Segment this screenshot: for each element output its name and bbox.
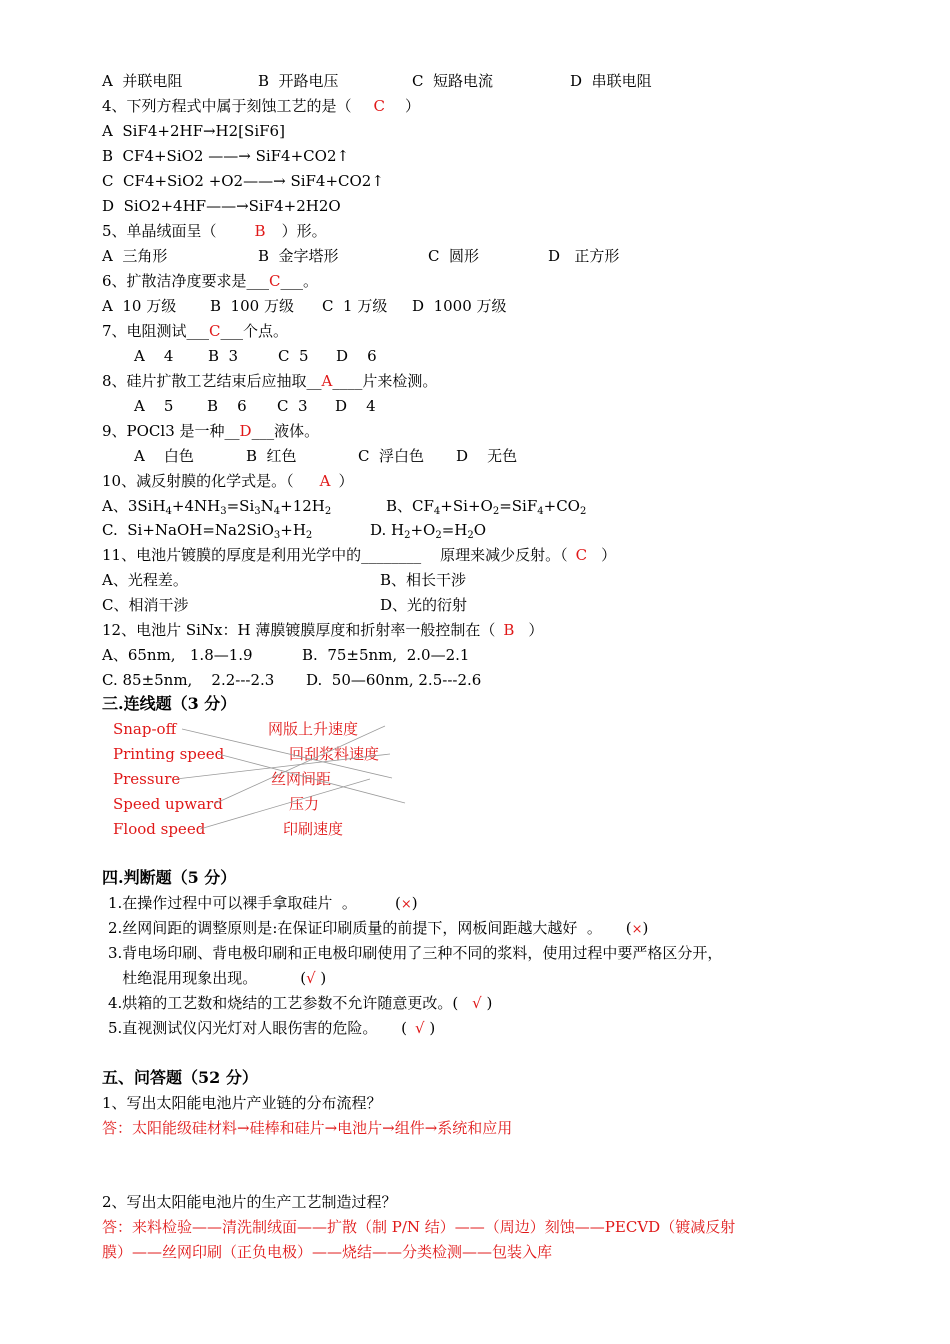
q10-option-d: D. $H_2+O_2=H_2O$ bbox=[370, 521, 487, 541]
match-right-item: 回刮浆料速度 bbox=[289, 745, 380, 763]
judge-close: ) bbox=[642, 919, 649, 937]
q10-close: ） bbox=[338, 472, 354, 490]
match-line bbox=[200, 779, 370, 829]
q5-stem: 5、单晶绒面呈（ bbox=[102, 222, 217, 240]
q9-stem: 9、POCl3 是一种__ bbox=[102, 422, 240, 440]
judge-close: ) bbox=[424, 1019, 436, 1037]
q5-option-a: A 三角形 bbox=[102, 247, 168, 265]
q8-option-b: B 6 bbox=[207, 397, 247, 415]
q5-option-b: B 金字塔形 bbox=[258, 247, 339, 265]
q11-option-d: D、光的衍射 bbox=[380, 596, 468, 614]
q6-tail: ___。 bbox=[280, 272, 319, 290]
judge-text: 杜绝混用现象出现。 ( bbox=[108, 969, 307, 987]
match-left-item: Printing speed bbox=[113, 745, 225, 763]
judge-close: ) bbox=[411, 894, 418, 912]
judge-answer: √ bbox=[472, 994, 482, 1012]
judge-item bbox=[108, 1018, 435, 1038]
section5-title: 五、问答题（52 分） bbox=[102, 1068, 258, 1087]
judge-item bbox=[108, 968, 326, 988]
q4-stem: 4、下列方程式中属于刻蚀工艺的是（ bbox=[102, 97, 352, 115]
q8-answer: A bbox=[321, 372, 333, 390]
judge-close: ) bbox=[481, 994, 493, 1012]
q11-answer: C bbox=[575, 546, 588, 564]
q10-option-b: B、$CF_4+Si+O_2=SiF_4+CO_2$ bbox=[386, 497, 587, 517]
q7-tail: ___个点。 bbox=[220, 322, 289, 340]
q12-option-d: D. 50—60nm, 2.5---2.6 bbox=[306, 671, 482, 689]
q8-option-a: A 5 bbox=[134, 397, 174, 415]
q12-option-c: C. 85±5nm, 2.2---2.3 bbox=[102, 671, 275, 689]
q7-option-b: B 3 bbox=[208, 347, 239, 365]
q7-stem: 7、电阻测试___ bbox=[102, 322, 210, 340]
match-line bbox=[176, 754, 390, 779]
q12-option-b: B. 75±5nm, 2.0—2.1 bbox=[302, 646, 470, 664]
judge-close: ) bbox=[315, 969, 327, 987]
q3-option-c: C 短路电流 bbox=[412, 72, 494, 90]
judge-item bbox=[108, 993, 492, 1013]
judge-item: 3.背电场印刷、背电极印刷和正电极印刷使用了三种不同的浆料，使用过程中要严格区分开， bbox=[108, 944, 723, 962]
judge-answer: √ bbox=[415, 1019, 425, 1037]
q8-option-d: D 4 bbox=[335, 397, 376, 415]
match-right-item: 印刷速度 bbox=[283, 820, 344, 838]
q3-option-b: B 开路电压 bbox=[258, 72, 339, 90]
match-right-item: 丝网间距 bbox=[271, 770, 332, 788]
judge-text: 1.在操作过程中可以裸手拿取硅片 。 ( bbox=[108, 894, 401, 912]
q11-option-c: C、相消干涉 bbox=[102, 596, 189, 614]
match-left-item: Flood speed bbox=[113, 820, 206, 838]
section4-title: 四.判断题（5 分） bbox=[102, 868, 237, 887]
q5-answer: B bbox=[254, 222, 266, 240]
q3-option-d: D 串联电阻 bbox=[570, 72, 652, 90]
judge-item bbox=[108, 918, 648, 940]
q11-option-a: A、光程差。 bbox=[102, 571, 188, 589]
judge-item bbox=[108, 893, 418, 915]
q7-option-d: D 6 bbox=[336, 347, 377, 365]
qa-question-1: 1、写出太阳能电池片产业链的分布流程？ bbox=[102, 1094, 382, 1112]
judge-text: 5.直视测试仪闪光灯对人眼伤害的危险。 ( bbox=[108, 1019, 408, 1037]
judge-text: 4.烘箱的工艺数和烧结的工艺参数不允许随意更改。( bbox=[108, 994, 459, 1012]
q6-option-b: B 100 万级 bbox=[210, 297, 294, 315]
match-right-item: 压力 bbox=[289, 795, 320, 813]
q7-answer: C bbox=[209, 322, 221, 340]
q10-option-c: C. $Si+NaOH=Na2SiO_3+H_2$ bbox=[102, 521, 313, 541]
qa-answer-2-line2: 膜）——丝网印刷（正负电极）——烧结——分类检测——包装入库 bbox=[102, 1243, 553, 1261]
q11-close: ） bbox=[601, 546, 617, 564]
q5-option-c: C 圆形 bbox=[428, 247, 480, 265]
q9-option-c: C 浮白色 bbox=[358, 447, 425, 465]
match-left-item: Snap-off bbox=[113, 720, 177, 738]
q6-option-d: D 1000 万级 bbox=[412, 297, 507, 315]
q10-stem: 10、减反射膜的化学式是。（ bbox=[102, 472, 294, 490]
judge-answer: √ bbox=[306, 969, 316, 987]
q12-stem: 12、电池片 SiNx：H 薄膜镀膜厚度和折射率一般控制在（ bbox=[102, 621, 496, 639]
q5-close: ）形。 bbox=[281, 222, 327, 240]
q3-option-a: A 并联电阻 bbox=[102, 72, 183, 90]
judge-text: 2.丝网间距的调整原则是:在保证印刷质量的前提下，网板间距越大越好 。 ( bbox=[108, 919, 632, 937]
q9-option-a: A 白色 bbox=[134, 447, 194, 465]
match-left-item: Pressure bbox=[113, 770, 181, 788]
q10-answer: A bbox=[319, 472, 331, 490]
q9-option-d: D 无色 bbox=[456, 447, 518, 465]
q4-answer: C bbox=[373, 97, 386, 115]
judge-answer: × bbox=[631, 922, 643, 937]
q8-option-c: C 3 bbox=[277, 397, 308, 415]
q4-close: ） bbox=[405, 97, 421, 115]
match-right-item: 网版上升速度 bbox=[268, 720, 359, 738]
q4-option-a: A SiF4+2HF→H2[SiF6] bbox=[102, 122, 285, 140]
q12-option-a: A、65nm, 1.8—1.9 bbox=[102, 646, 253, 664]
q9-tail: ___液体。 bbox=[251, 422, 320, 440]
q11-stem: 11、电池片镀膜的厚度是利用光学中的________ 原理来减少反射。（ bbox=[102, 546, 568, 564]
q10-option-a: A、$3SiH_4+4NH_3=Si_3N_4+12H_2$ bbox=[102, 497, 332, 517]
q6-stem: 6、扩散洁净度要求是___ bbox=[102, 272, 270, 290]
match-left-item: Speed upward bbox=[113, 795, 223, 813]
q6-option-c: C 1 万级 bbox=[322, 297, 388, 315]
q5-option-d: D 正方形 bbox=[548, 247, 620, 265]
match-line bbox=[218, 754, 405, 803]
q4-option-b: B CF4+SiO2 ——→ SiF4+CO2↑ bbox=[102, 147, 350, 165]
q8-stem: 8、硅片扩散工艺结束后应抽取__ bbox=[102, 372, 322, 390]
q9-answer: D bbox=[239, 422, 252, 440]
qa-answer-2-line1: 答：来料检验——清洗制绒面——扩散（制 P/N 结）——（周边）刻蚀——PECVD（镀减反射 bbox=[102, 1218, 736, 1236]
section3-title: 三.连线题（3 分） bbox=[102, 694, 237, 713]
q6-answer: C bbox=[269, 272, 281, 290]
judge-answer: × bbox=[400, 897, 412, 912]
q4-option-d: D SiO2+4HF——→SiF4+2H2O bbox=[102, 197, 341, 215]
q12-answer: B bbox=[503, 621, 515, 639]
qa-answer-1: 答：太阳能级硅材料→硅棒和硅片→电池片→组件→系统和应用 bbox=[102, 1119, 513, 1137]
q12-close: ） bbox=[528, 621, 544, 639]
q9-option-b: B 红色 bbox=[246, 447, 297, 465]
q7-option-a: A 4 bbox=[134, 347, 174, 365]
q4-option-c: C CF4+SiO2 +O2——→ SiF4+CO2↑ bbox=[102, 172, 384, 190]
match-line bbox=[214, 726, 385, 804]
qa-question-2: 2、写出太阳能电池片的生产工艺制造过程？ bbox=[102, 1193, 397, 1211]
q6-option-a: A 10 万级 bbox=[102, 297, 177, 315]
q11-option-b: B、相长干涉 bbox=[380, 571, 467, 589]
q8-tail: ____片来检测。 bbox=[332, 372, 438, 390]
q7-option-c: C 5 bbox=[278, 347, 309, 365]
